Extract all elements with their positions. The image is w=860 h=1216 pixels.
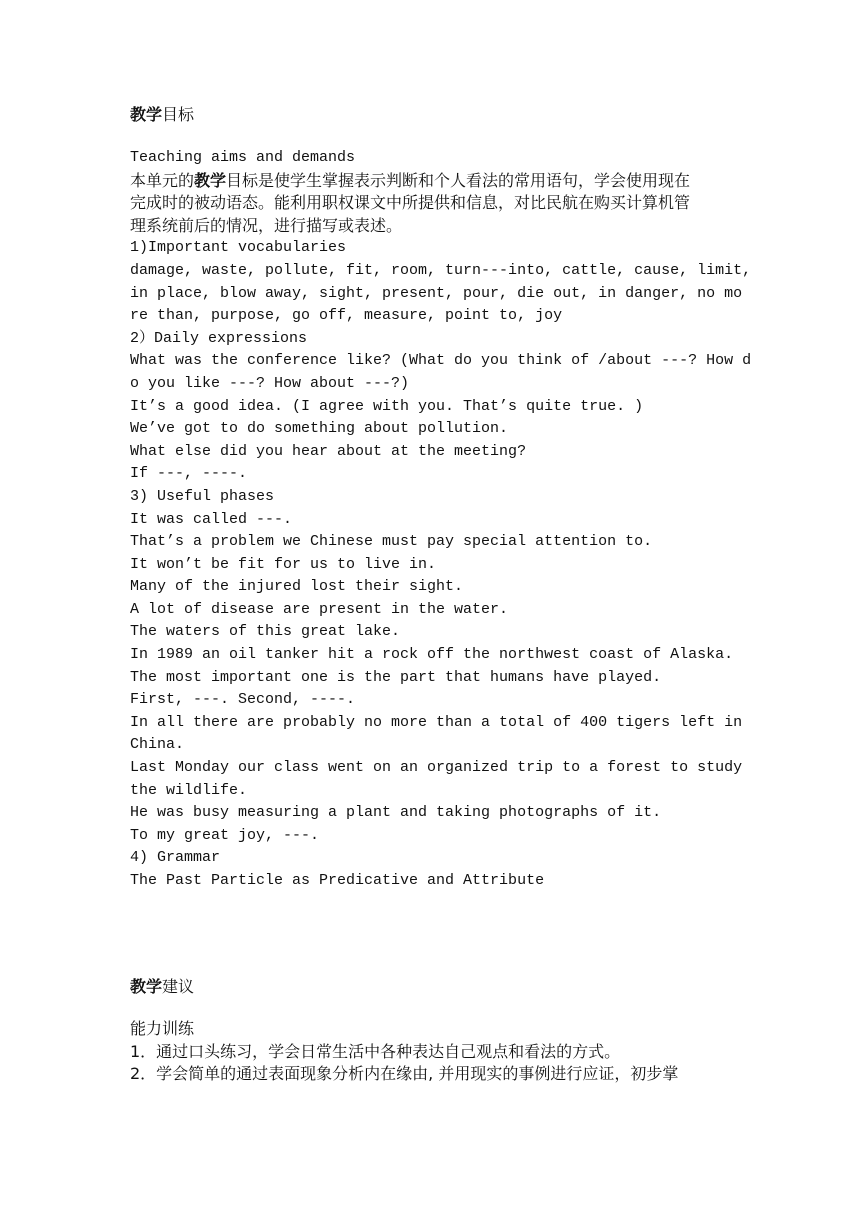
teaching-aims-line: He was busy measuring a plant and taking photographs of it. (130, 804, 662, 822)
teaching-aims-line: Teaching aims and demands (130, 149, 356, 166)
line-text: 本单元的 (130, 170, 195, 190)
teaching-aims-line: 4) Grammar (130, 849, 221, 867)
teaching-aims-line: 完成时的被动语态。能利用职权课文中所提供和信息，对比民航在购买计算机管 (130, 193, 691, 213)
teaching-aims-line: First, ---. Second, ----. (130, 691, 356, 709)
line-text: 目标是使学生掌握表示判断和个人看法的常用语句，学会使用现在 (226, 170, 691, 190)
teaching-aims-line: It’s a good idea. (I agree with you. That’s quite true. ) (130, 397, 644, 415)
teaching-suggestions-line: 1．通过口头练习，学会日常生活中各种表达自己观点和看法的方式。 (130, 1041, 621, 1061)
teaching-aims-line: 3) Useful phases (130, 487, 275, 505)
section-heading-teaching-aims (130, 104, 194, 126)
heading-rest-part: 建议 (162, 977, 195, 996)
teaching-aims-line: the wildlife. (130, 781, 248, 799)
teaching-suggestions-line: 能力训练 (130, 1019, 195, 1038)
teaching-aims-line: The Past Particle as Predicative and Attribute (130, 872, 545, 889)
teaching-aims-line: It was called ---. (130, 510, 293, 528)
section-heading-teaching-suggestions (130, 976, 194, 998)
teaching-aims-line: What else did you hear about at the meeting? (130, 442, 527, 460)
teaching-aims-line: In all there are probably no more than a total of 400 tigers left in (130, 713, 743, 731)
teaching-aims-line: Last Monday our class went on an organized trip to a forest to study (130, 759, 743, 777)
teaching-aims-body (130, 147, 751, 893)
teaching-aims-line: in place, blow away, sight, present, pour, die out, in danger, no mo (130, 284, 743, 302)
line-bold-text: 教学 (194, 170, 227, 190)
teaching-aims-line: We’ve got to do something about pollution. (130, 420, 509, 438)
teaching-suggestions-body (130, 1018, 678, 1086)
teaching-aims-line: 2）Daily expressions (130, 329, 308, 347)
teaching-aims-line: 1)Important vocabularies (130, 239, 347, 257)
teaching-aims-line: 理系统前后的情况，进行描写或表述。 (130, 215, 403, 235)
teaching-aims-line: re than, purpose, go off, measure, point to, joy (130, 307, 563, 325)
teaching-aims-line: It won’t be fit for us to live in. (130, 555, 437, 573)
heading-bold-part: 教学 (130, 105, 163, 124)
teaching-aims-line: Many of the injured lost their sight. (130, 578, 464, 596)
teaching-aims-line (130, 170, 751, 193)
heading-rest-part: 目标 (162, 105, 195, 124)
teaching-aims-line: In 1989 an oil tanker hit a rock off the northwest coast of Alaska. (130, 646, 734, 664)
teaching-suggestions-line: 2．学会简单的通过表面现象分析内在缘由, 并用现实的事例进行应证，初步掌 (130, 1064, 679, 1084)
teaching-aims-line: damage, waste, pollute, fit, room, turn---into, cattle, cause, limit, (130, 261, 752, 279)
teaching-aims-line: o you like ---? How about ---?) (130, 374, 410, 392)
teaching-aims-line: The waters of this great lake. (130, 623, 401, 641)
teaching-aims-line: If ---, ----. (130, 465, 248, 483)
teaching-aims-line: That’s a problem we Chinese must pay special attention to. (130, 533, 653, 551)
teaching-aims-line: The most important one is the part that humans have played. (130, 668, 662, 686)
teaching-aims-line: A lot of disease are present in the water. (130, 600, 509, 618)
heading-bold-part: 教学 (130, 977, 163, 996)
teaching-aims-line: What was the conference like? (What do you think of /about ---? How d (130, 352, 752, 370)
teaching-aims-line: China. (130, 736, 185, 754)
teaching-aims-line: To my great joy, ---. (130, 826, 320, 844)
